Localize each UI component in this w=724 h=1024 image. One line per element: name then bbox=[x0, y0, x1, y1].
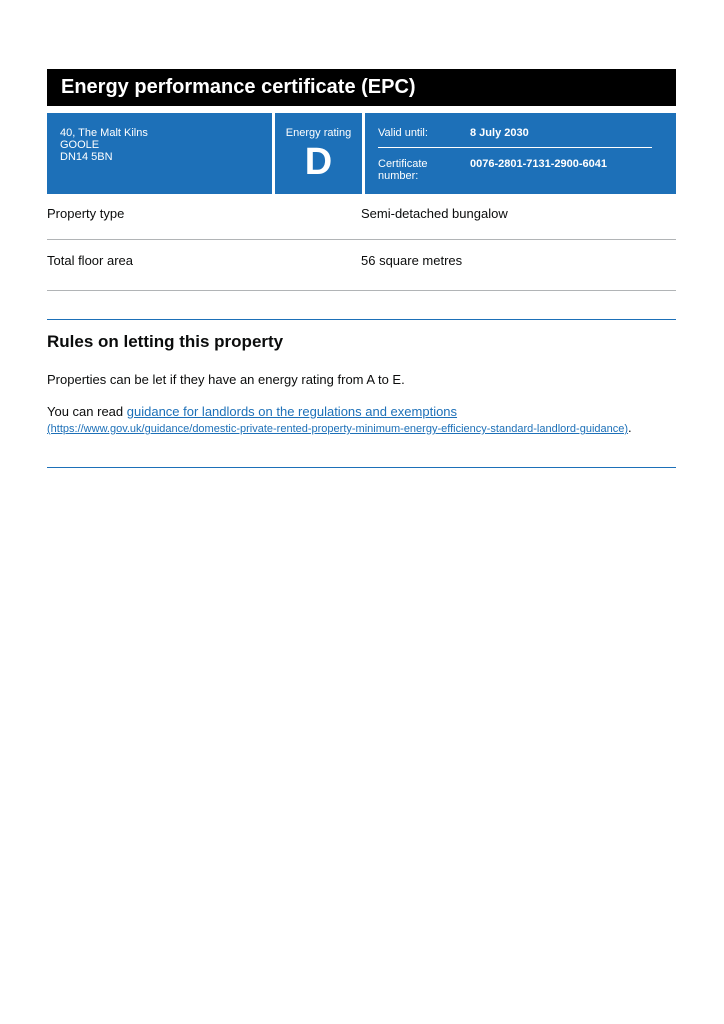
valid-until-label: Valid until: bbox=[378, 127, 428, 139]
property-type-label: Property type bbox=[47, 206, 125, 221]
validity-block bbox=[365, 113, 676, 194]
energy-rating-letter: D bbox=[304, 141, 333, 183]
valid-until-row bbox=[378, 127, 676, 139]
guidance-prefix: You can read bbox=[47, 404, 127, 419]
certificate-number-value: 0076-2801-7131-2900-6041 bbox=[470, 158, 608, 170]
floor-area-label: Total floor area bbox=[47, 253, 133, 268]
valid-until-value: 8 July 2030 bbox=[470, 127, 529, 139]
property-type-value: Semi-detached bungalow bbox=[361, 206, 508, 221]
section-divider-bottom bbox=[47, 467, 676, 468]
address-line-2: GOOLE bbox=[60, 139, 100, 151]
certificate-number-label: Certificate number: bbox=[378, 158, 428, 182]
letting-rules-heading: Rules on letting this property bbox=[47, 332, 284, 351]
letting-rules-paragraph: Properties can be let if they have an energy rating from A to E. bbox=[47, 372, 405, 387]
energy-rating-label: Energy rating bbox=[285, 127, 352, 139]
page-title: Energy performance certificate (EPC) bbox=[47, 69, 676, 106]
address-block bbox=[47, 113, 272, 194]
certificate-page bbox=[47, 69, 676, 468]
guidance-link[interactable]: guidance for landlords on the regulations and exemptions bbox=[126, 404, 458, 419]
guidance-url-link[interactable]: (https://www.gov.uk/guidance/domestic-private-rented-property-minimum-energy-efficiency-standard-landlord-guidance) bbox=[47, 423, 629, 435]
energy-rating-block bbox=[275, 113, 362, 194]
validity-divider bbox=[378, 147, 652, 148]
certificate-number-row bbox=[378, 158, 676, 182]
floor-area-row bbox=[47, 240, 676, 291]
address-postcode: DN14 5BN bbox=[60, 151, 113, 163]
summary-panel bbox=[47, 113, 676, 194]
letting-rules-section bbox=[47, 319, 676, 468]
guidance-paragraph bbox=[47, 404, 676, 437]
address-line-1: 40, The Malt Kilns bbox=[60, 127, 148, 139]
section-divider bbox=[47, 319, 676, 320]
property-type-row bbox=[47, 194, 676, 240]
guidance-suffix: . bbox=[628, 420, 632, 435]
floor-area-value: 56 square metres bbox=[361, 253, 463, 268]
